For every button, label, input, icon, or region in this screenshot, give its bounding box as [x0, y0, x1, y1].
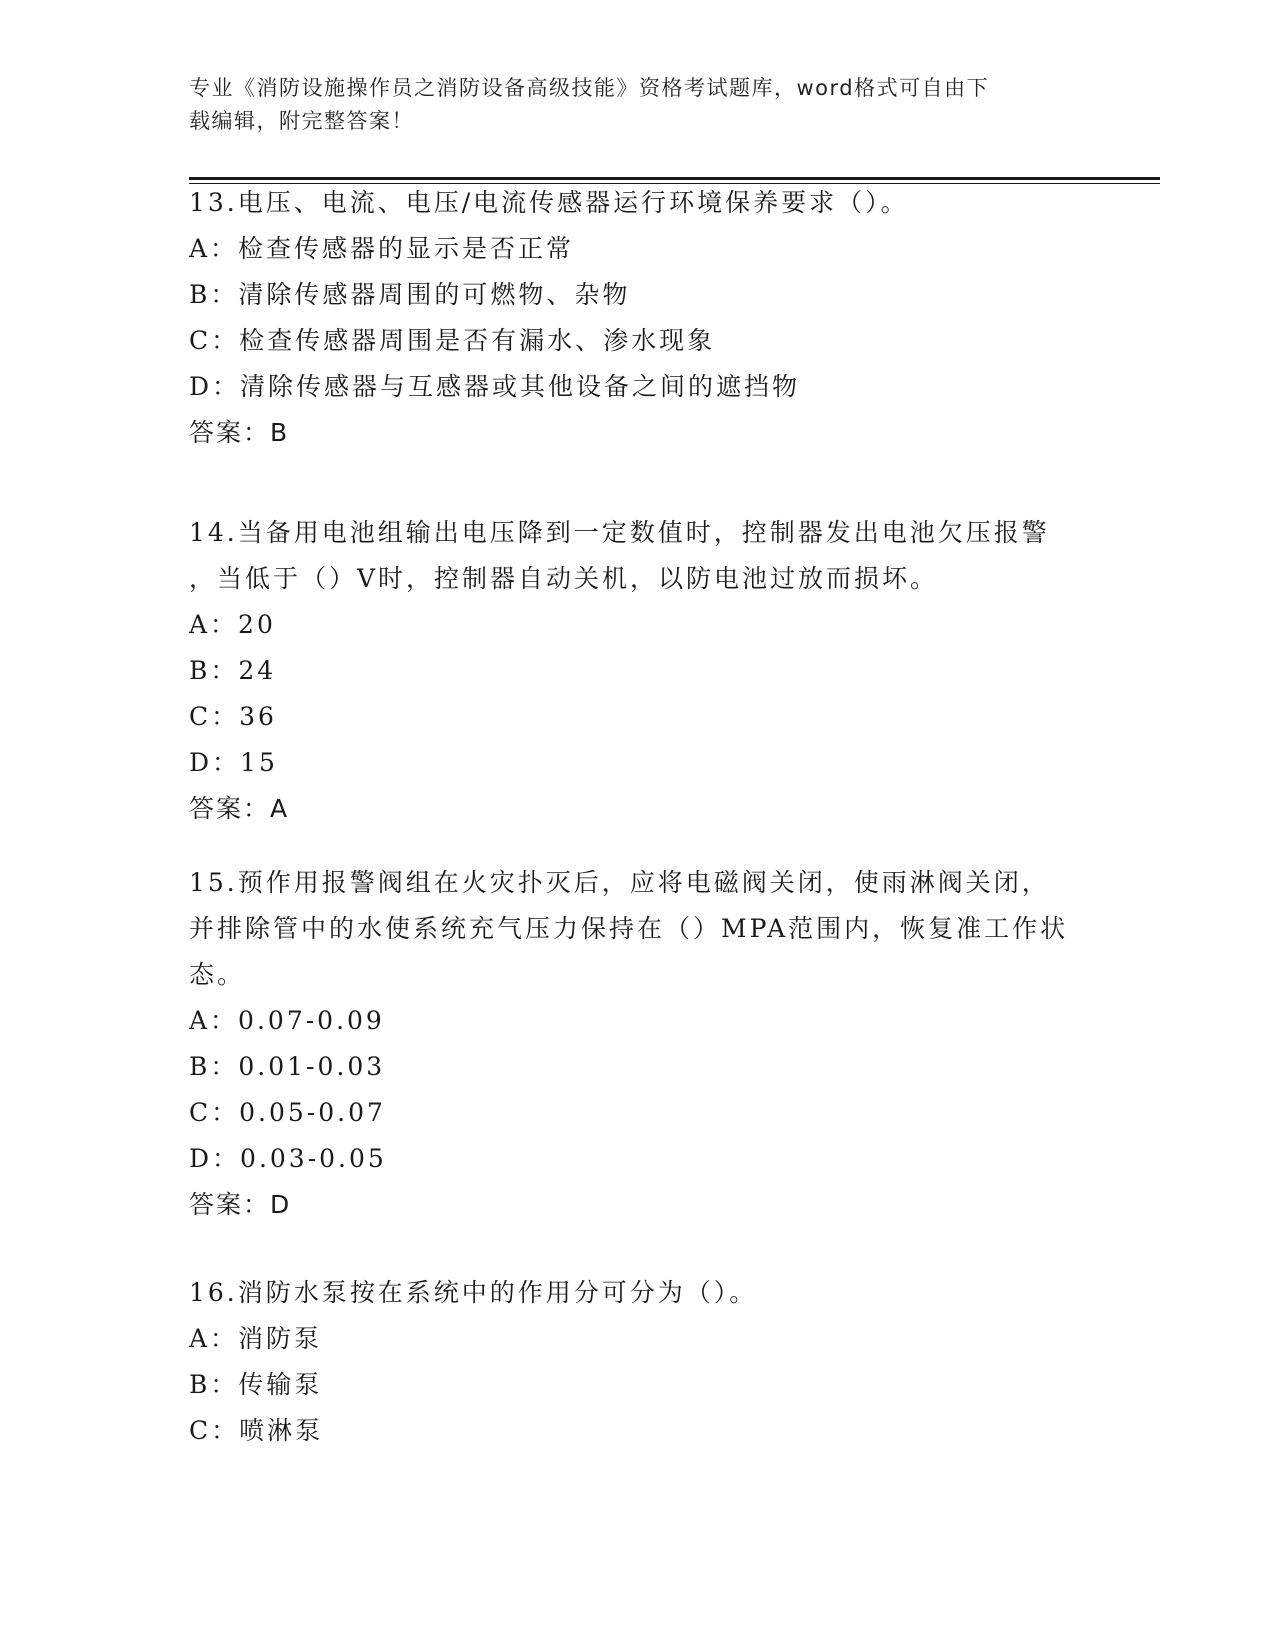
- option-b: B：24: [189, 656, 277, 685]
- question-stem: 13.电压、电流、电压/电流传感器运行环境保养要求（）。: [189, 188, 909, 217]
- document-header: [189, 72, 1089, 138]
- option-a: A：检查传感器的显示是否正常: [189, 234, 575, 263]
- option-d: D：0.03-0.05: [189, 1144, 387, 1173]
- option-a: A：0.07-0.09: [189, 1006, 385, 1035]
- question-14: [189, 510, 1089, 832]
- question-stem-line-1: 14.当备用电池组输出电压降到一定数值时，控制器发出电池欠压报警: [189, 518, 1050, 547]
- option-c: C：36: [189, 702, 277, 731]
- option-b: B：0.01-0.03: [189, 1052, 386, 1081]
- answer: 答案：D: [189, 1190, 292, 1219]
- option-d: D：15: [189, 748, 278, 777]
- header-line-2: 载编辑，附完整答案！: [189, 109, 414, 133]
- option-d: D：清除传感器与互感器或其他设备之间的遮挡物: [189, 372, 801, 401]
- question-stem-line-3: 态。: [189, 960, 246, 989]
- question-stem-line-2: ，当低于（）V时，控制器自动关机，以防电池过放而损坏。: [189, 564, 939, 593]
- question-stem-line-2: 并排除管中的水使系统充气压力保持在（）MPA范围内，恢复准工作状: [189, 914, 1069, 943]
- option-c: C：0.05-0.07: [189, 1098, 386, 1127]
- option-b: B：传输泵: [189, 1370, 323, 1399]
- question-15: [189, 860, 1089, 1228]
- question-stem: 16.消防水泵按在系统中的作用分可分为（）。: [189, 1278, 758, 1307]
- question-stem-line-1: 15.预作用报警阀组在火灾扑灭后，应将电磁阀关闭，使雨淋阀关闭，: [189, 868, 1050, 897]
- option-a: A：消防泵: [189, 1324, 323, 1353]
- question-16: [189, 1270, 1089, 1454]
- answer: 答案：B: [189, 418, 290, 447]
- header-line-1: 专业《消防设施操作员之消防设备高级技能》资格考试题库，word格式可自由下: [189, 76, 990, 100]
- question-13: [189, 180, 1089, 456]
- option-b: B：清除传感器周围的可燃物、杂物: [189, 280, 631, 309]
- option-c: C：检查传感器周围是否有漏水、渗水现象: [189, 326, 716, 355]
- option-a: A：20: [189, 610, 276, 639]
- option-c: C：喷淋泵: [189, 1416, 324, 1445]
- answer: 答案：A: [189, 794, 290, 823]
